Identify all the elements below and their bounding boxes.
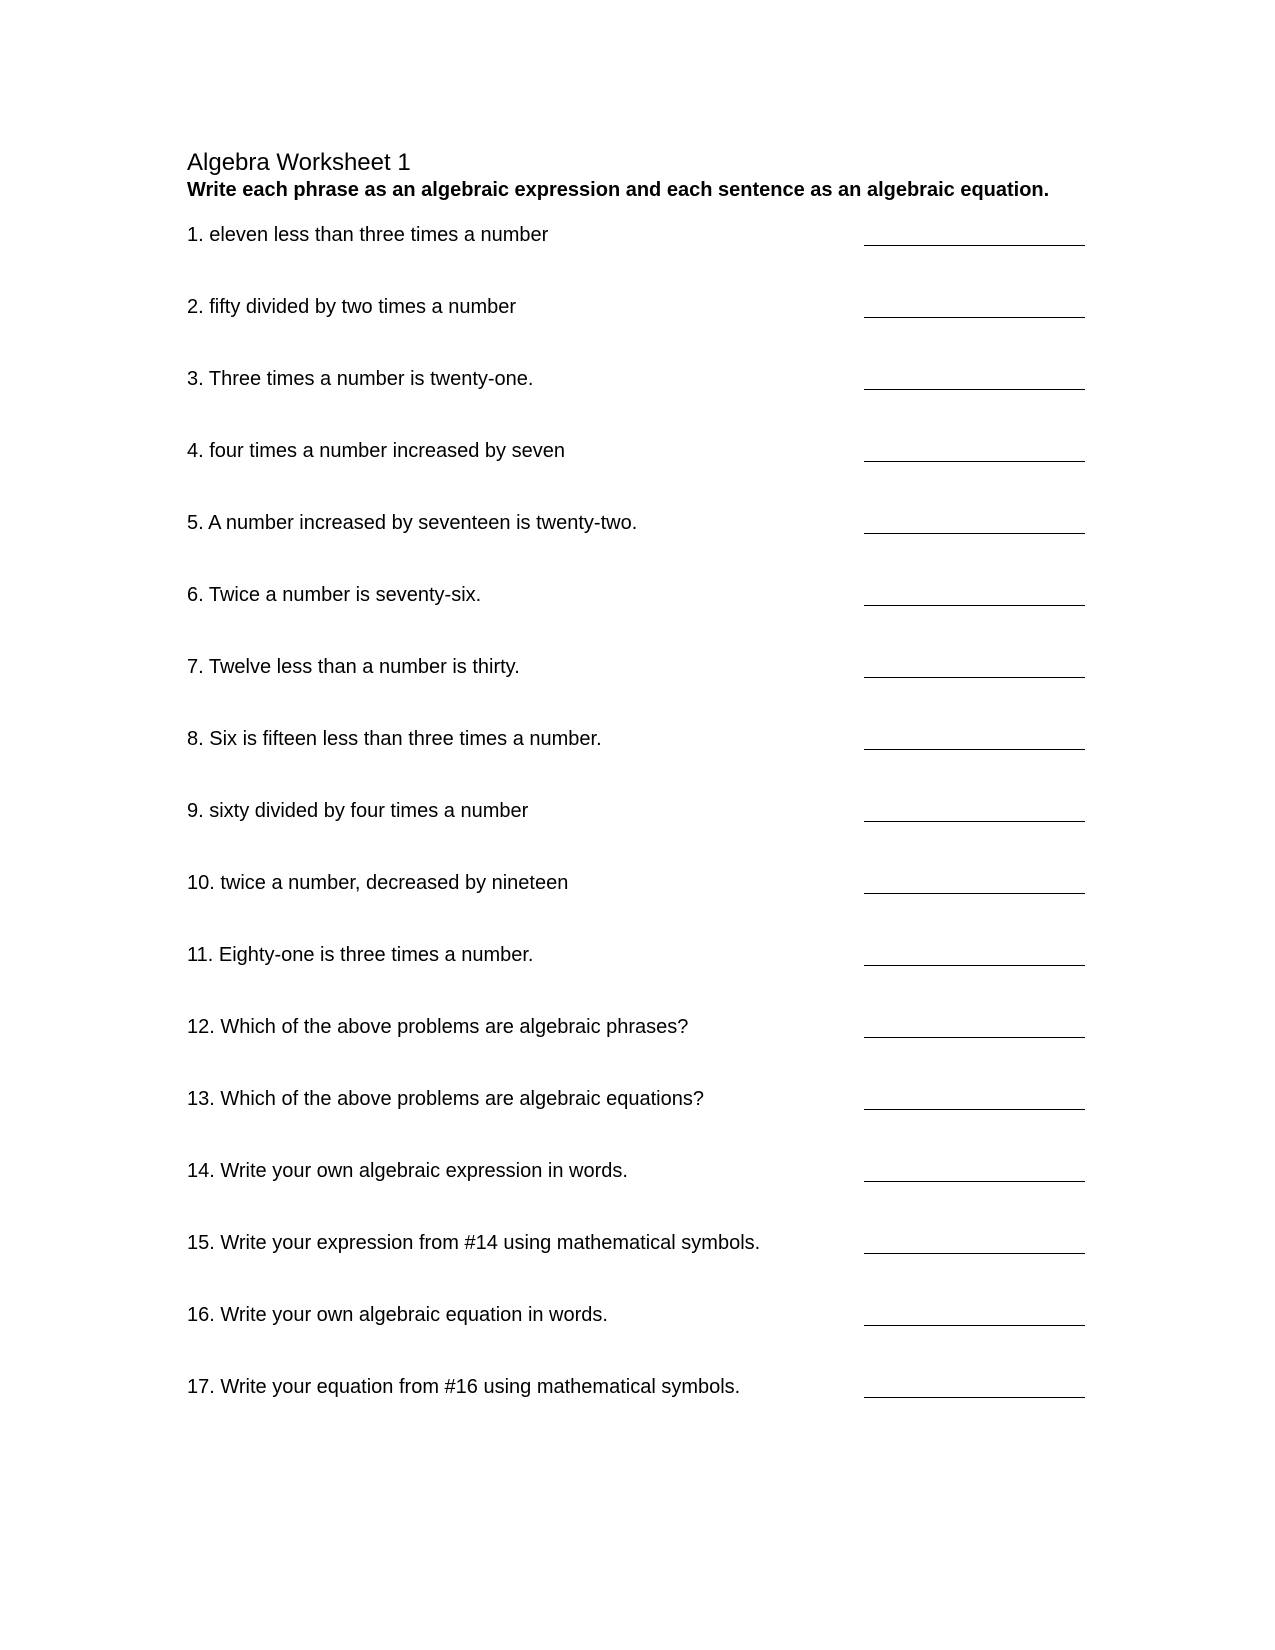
worksheet-instructions: Write each phrase as an algebraic expression and each sentence as an algebraic equation. [187,179,1050,201]
question-item [187,799,1087,871]
answer-blank[interactable] [864,821,1085,822]
answer-blank[interactable] [864,1253,1085,1254]
question-item [187,1159,1087,1231]
question-item [187,1303,1087,1375]
question-item [187,727,1087,799]
question-text: 14. Write your own algebraic expression in words. [187,1160,628,1182]
answer-blank[interactable] [864,1109,1085,1110]
answer-blank[interactable] [864,245,1085,246]
answer-blank[interactable] [864,389,1085,390]
worksheet-title: Algebra Worksheet 1 [187,149,411,176]
question-text: 2. fifty divided by two times a number [187,296,517,318]
question-text: 12. Which of the above problems are algebraic phrases? [187,1016,689,1038]
question-text: 11. Eighty-one is three times a number. [187,944,534,966]
question-text: 6. Twice a number is seventy-six. [187,584,482,606]
question-text: 5. A number increased by seventeen is twenty-two. [187,512,638,534]
question-item [187,295,1087,367]
question-text: 1. eleven less than three times a number [187,224,549,246]
question-item [187,511,1087,583]
question-item [187,583,1087,655]
question-item [187,871,1087,943]
question-item [187,1231,1087,1303]
question-item [187,439,1087,511]
question-list [187,223,1087,1447]
answer-blank[interactable] [864,533,1085,534]
question-text: 9. sixty divided by four times a number [187,800,529,822]
question-text: 3. Three times a number is twenty-one. [187,368,534,390]
answer-blank[interactable] [864,461,1085,462]
answer-blank[interactable] [864,893,1085,894]
answer-blank[interactable] [864,1037,1085,1038]
question-text: 7. Twelve less than a number is thirty. [187,656,520,678]
question-text: 10. twice a number, decreased by nineteen [187,872,569,894]
question-item [187,1015,1087,1087]
question-text: 15. Write your expression from #14 using mathematical symbols. [187,1232,761,1254]
question-text: 16. Write your own algebraic equation in words. [187,1304,608,1326]
answer-blank[interactable] [864,1325,1085,1326]
question-item [187,367,1087,439]
answer-blank[interactable] [864,1181,1085,1182]
question-item [187,943,1087,1015]
question-item [187,655,1087,727]
question-item [187,1375,1087,1447]
question-item [187,223,1087,295]
question-text: 13. Which of the above problems are algebraic equations? [187,1088,704,1110]
question-text: 4. four times a number increased by seven [187,440,565,462]
answer-blank[interactable] [864,677,1085,678]
answer-blank[interactable] [864,1397,1085,1398]
question-text: 17. Write your equation from #16 using mathematical symbols. [187,1376,741,1398]
answer-blank[interactable] [864,605,1085,606]
question-text: 8. Six is fifteen less than three times a number. [187,728,602,750]
answer-blank[interactable] [864,965,1085,966]
answer-blank[interactable] [864,749,1085,750]
question-item [187,1087,1087,1159]
answer-blank[interactable] [864,317,1085,318]
